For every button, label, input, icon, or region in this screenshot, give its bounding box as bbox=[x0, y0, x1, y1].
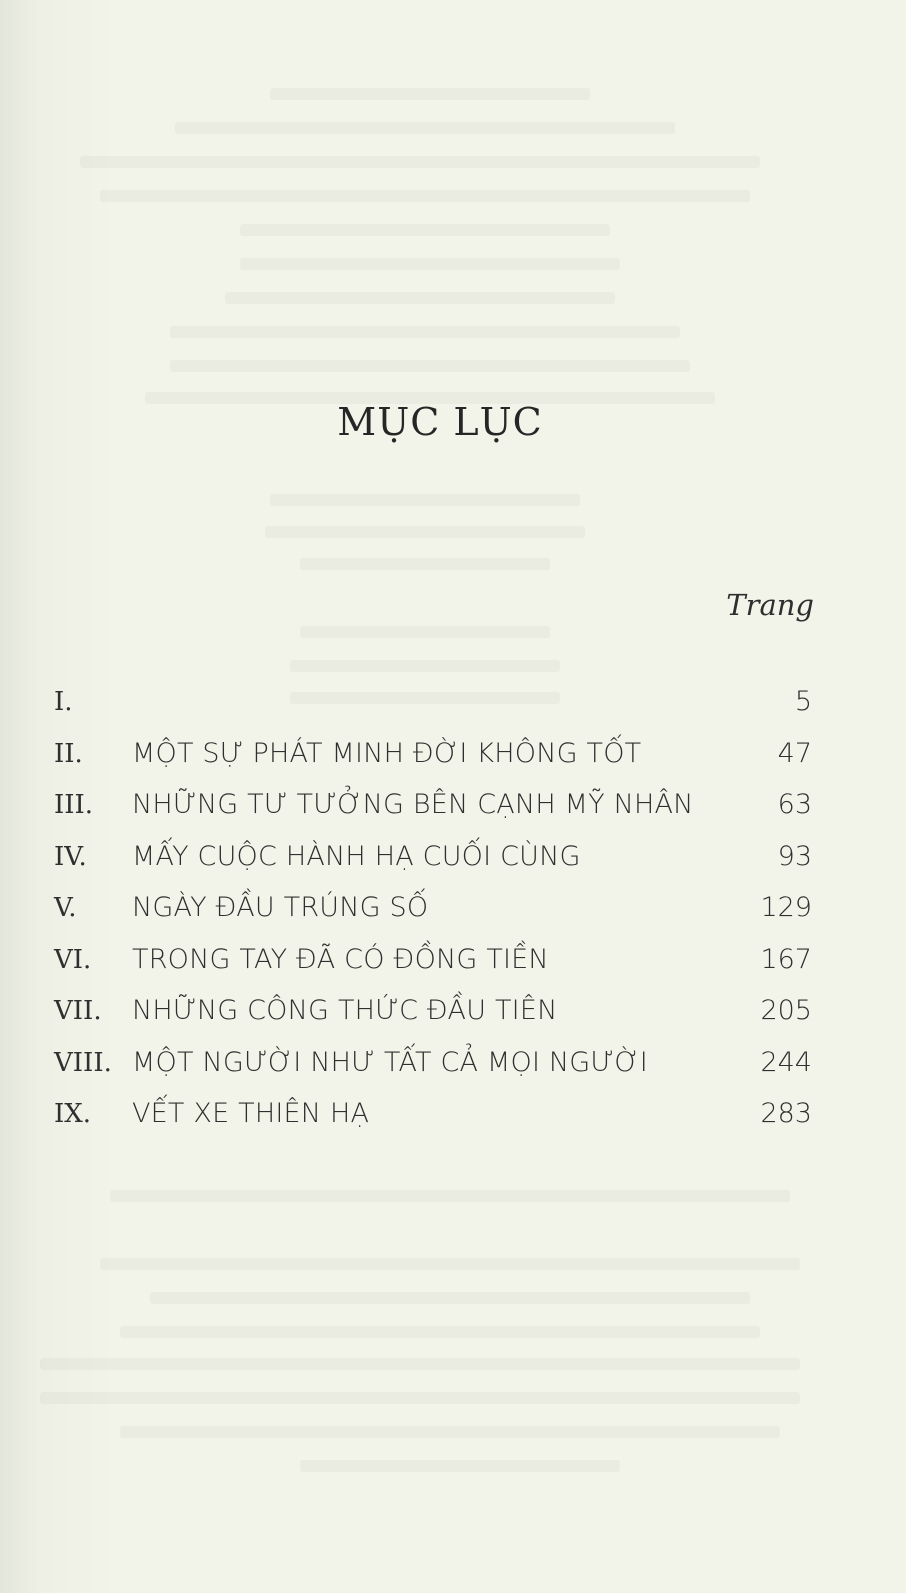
chapter-page: 93 bbox=[777, 840, 812, 872]
chapter-numeral: II. bbox=[54, 738, 83, 769]
toc-entry bbox=[54, 944, 812, 996]
page-title: MỤC LỤC bbox=[337, 400, 543, 444]
chapter-title: MẤY CUỘC HÀNH HẠ CUỐI CÙNG bbox=[132, 840, 581, 872]
chapter-title: MỘT NGƯỜI NHƯ TẤT CẢ MỌI NGƯỜI bbox=[132, 1046, 648, 1078]
chapter-numeral: VIII. bbox=[54, 1047, 112, 1078]
toc-entry bbox=[54, 738, 812, 790]
toc-entry bbox=[54, 841, 812, 893]
show-through-line bbox=[300, 626, 550, 638]
toc-entry bbox=[54, 892, 812, 944]
toc-entry bbox=[54, 686, 812, 738]
show-through-line bbox=[170, 360, 690, 372]
chapter-numeral: I. bbox=[54, 687, 73, 717]
show-through-line bbox=[170, 326, 680, 338]
show-through-line bbox=[100, 190, 750, 202]
show-through-line bbox=[240, 224, 610, 236]
show-through-line bbox=[40, 1392, 800, 1404]
chapter-numeral: VII. bbox=[54, 996, 102, 1026]
chapter-page: 5 bbox=[794, 686, 812, 717]
table-of-contents bbox=[54, 686, 812, 1150]
show-through-line bbox=[100, 1258, 800, 1270]
show-through-line bbox=[80, 156, 760, 168]
chapter-page: 167 bbox=[760, 943, 812, 975]
toc-entry bbox=[54, 1098, 812, 1150]
chapter-numeral: V. bbox=[54, 893, 77, 923]
toc-entry bbox=[54, 1047, 812, 1099]
show-through-line bbox=[270, 494, 580, 506]
chapter-page: 129 bbox=[760, 892, 812, 923]
chapter-page: 47 bbox=[777, 737, 812, 769]
toc-entry bbox=[54, 789, 812, 841]
show-through-line bbox=[120, 1326, 760, 1338]
chapter-title: NGÀY ĐẦU TRÚNG SỐ bbox=[132, 892, 429, 923]
chapter-page: 283 bbox=[760, 1098, 812, 1129]
show-through-line bbox=[265, 526, 585, 538]
chapter-numeral: VI. bbox=[54, 944, 92, 975]
show-through-line bbox=[175, 122, 675, 134]
chapter-title: TRONG TAY ĐÃ CÓ ĐỒNG TIỀN bbox=[132, 943, 549, 975]
chapter-title: VẾT XE THIÊN HẠ bbox=[132, 1098, 370, 1129]
chapter-numeral: IX. bbox=[54, 1099, 92, 1129]
chapter-title: MỘT SỰ PHÁT MINH ĐỜI KHÔNG TỐT bbox=[132, 737, 642, 769]
show-through-line bbox=[150, 1292, 750, 1304]
show-through-line bbox=[300, 1460, 620, 1472]
chapter-page: 63 bbox=[777, 789, 812, 820]
chapter-page: 205 bbox=[760, 995, 812, 1026]
toc-entry bbox=[54, 995, 812, 1047]
show-through-line bbox=[270, 88, 590, 100]
show-through-line bbox=[225, 292, 615, 304]
show-through-line bbox=[40, 1358, 800, 1370]
show-through-line bbox=[300, 558, 550, 570]
chapter-title: NHỮNG TƯ TƯỞNG BÊN CẠNH MỸ NHÂN bbox=[132, 789, 694, 820]
chapter-numeral: III. bbox=[54, 790, 94, 820]
show-through-line bbox=[290, 660, 560, 672]
show-through-line bbox=[240, 258, 620, 270]
chapter-title: NHỮNG CÔNG THỨC ĐẦU TIÊN bbox=[132, 995, 558, 1026]
chapter-page: 244 bbox=[760, 1046, 812, 1078]
chapter-numeral: IV. bbox=[54, 841, 87, 872]
page-column-label: Trang bbox=[726, 588, 814, 622]
show-through-line bbox=[120, 1426, 780, 1438]
show-through-line bbox=[110, 1190, 790, 1202]
